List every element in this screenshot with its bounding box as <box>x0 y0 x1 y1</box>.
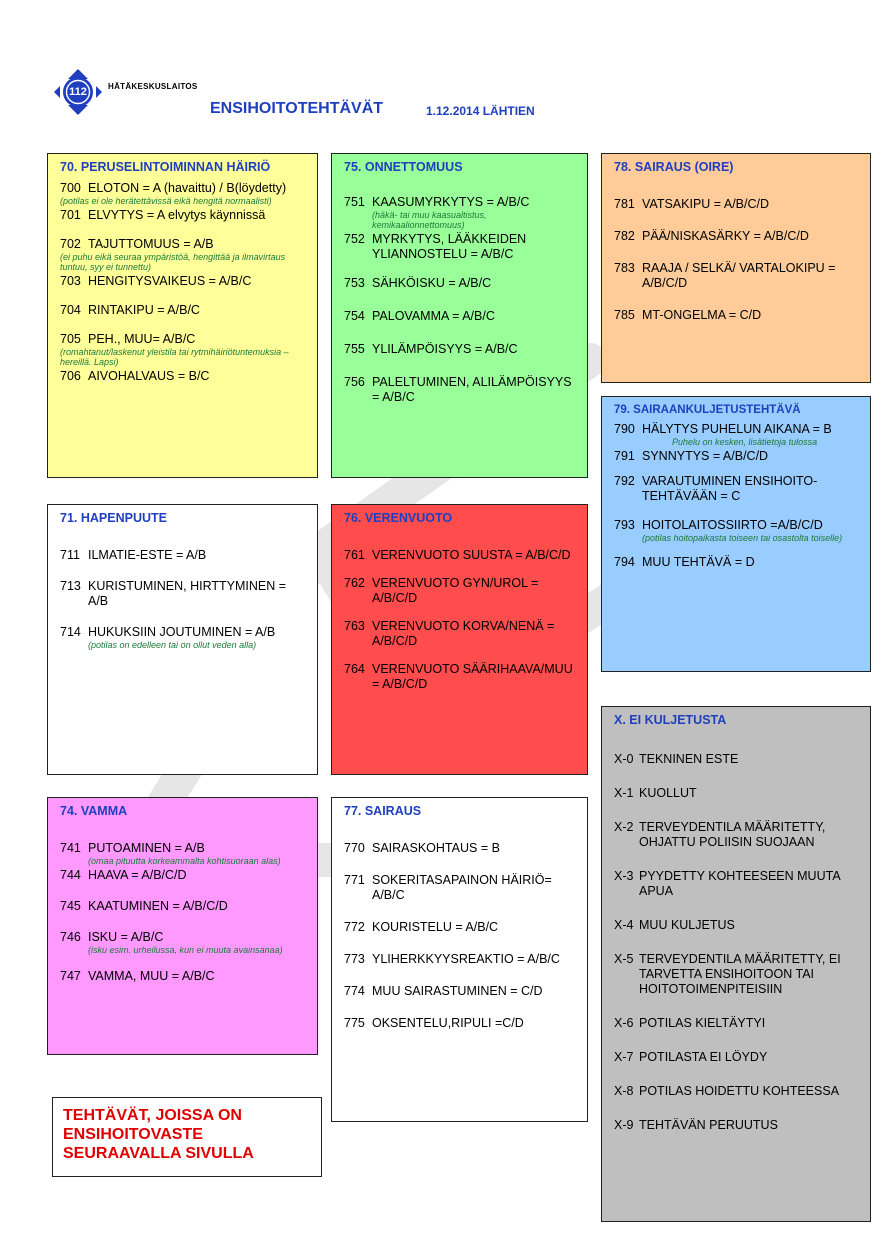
list-item <box>614 474 860 504</box>
task-label: VERENVUOTO GYN/UROL = A/B/C/D <box>372 576 539 605</box>
list-item <box>614 449 860 464</box>
task-label: PUTOAMINEN = A/B <box>88 841 205 855</box>
task-label: SYNNYTYS = A/B/C/D <box>642 449 769 463</box>
task-label: VERENVUOTO KORVA/NENÄ = A/B/C/D <box>372 619 555 648</box>
task-label: HOITOLAITOSSIIRTO =A/B/C/D <box>642 518 823 532</box>
task-note: (omaa pituutta korkeammalta kohtisuoraan alas) <box>88 856 281 866</box>
task-label: PALOVAMMA = A/B/C <box>372 309 495 323</box>
task-label: RAAJA / SELKÄ/ VARTALOKIPU = A/B/C/D <box>642 261 836 290</box>
task-label: HENGITYSVAIKEUS = A/B/C <box>88 274 252 288</box>
list-item <box>60 181 307 206</box>
category-box-75 <box>331 153 588 478</box>
list-item <box>60 899 307 914</box>
list-item <box>614 918 860 933</box>
list-item <box>344 873 577 903</box>
task-code: 752 <box>344 232 365 246</box>
effective-date: 1.12.2014 LÄHTIEN <box>426 104 535 118</box>
task-code: 773 <box>344 952 365 966</box>
category-box-78 <box>601 153 871 383</box>
category-title: 71. HAPENPUUTE <box>60 511 167 525</box>
task-label: ILMATIE-ESTE = A/B <box>88 548 207 562</box>
list-item <box>344 375 577 405</box>
task-code: 794 <box>614 555 635 569</box>
task-code: 754 <box>344 309 365 323</box>
task-label: POTILASTA EI LÖYDY <box>639 1050 768 1064</box>
list-item <box>614 1118 860 1133</box>
list-item <box>60 208 307 223</box>
list-item <box>344 619 577 649</box>
task-code: 792 <box>614 474 635 488</box>
list-item <box>60 303 307 318</box>
list-item <box>614 1016 860 1031</box>
task-note: (potilas on edelleen tai on ollut veden alla) <box>88 640 257 650</box>
task-code: 762 <box>344 576 365 590</box>
task-note: Puhelu on kesken, lisätietoja tulossa <box>672 437 818 447</box>
task-code: 745 <box>60 899 81 913</box>
task-label: MUU TEHTÄVÄ = D <box>642 555 755 569</box>
category-box-79 <box>601 396 871 672</box>
list-item <box>60 548 307 563</box>
task-code: 711 <box>60 548 80 562</box>
task-label: ELOTON = A (havaittu) / B(löydetty) <box>88 181 287 195</box>
task-label: PÄÄ/NISKASÄRKY = A/B/C/D <box>642 229 809 243</box>
organization-name: HÄTÄKESKUSLAITOS <box>108 82 198 91</box>
list-item <box>614 555 860 570</box>
list-item <box>60 237 307 272</box>
task-code: 747 <box>60 969 81 983</box>
task-label: VAMMA, MUU = A/B/C <box>88 969 215 983</box>
task-label: VARAUTUMINEN ENSIHOITO-TEHTÄVÄÄN = C <box>642 474 818 503</box>
list-item <box>614 229 860 244</box>
task-code: 700 <box>60 181 81 195</box>
task-code: 785 <box>614 308 635 322</box>
task-code: 756 <box>344 375 365 389</box>
task-code: 775 <box>344 1016 365 1030</box>
list-item <box>344 276 577 291</box>
category-title: 75. ONNETTOMUUS <box>344 160 463 174</box>
task-label: MUU KULJETUS <box>639 918 735 932</box>
list-item <box>614 820 860 850</box>
category-box-74 <box>47 797 318 1055</box>
list-item <box>344 920 577 935</box>
task-label: ELVYTYS = A elvytys käynnissä <box>88 208 266 222</box>
task-label: PYYDETTY KOHTEESEEN MUUTA APUA <box>639 869 840 898</box>
list-item <box>60 579 307 609</box>
list-item <box>614 197 860 212</box>
task-label: POTILAS KIELTÄYTYI <box>639 1016 766 1030</box>
task-code: 793 <box>614 518 635 532</box>
task-label: TERVEYDENTILA MÄÄRITETTY, EI TARVETTA ENSIHOITOON TAI HOITOTOIMENPITEISIIN <box>639 952 841 996</box>
category-box-77 <box>331 797 588 1122</box>
list-item <box>60 274 307 289</box>
task-label: VATSAKIPU = A/B/C/D <box>642 197 770 211</box>
task-label: VERENVUOTO SÄÄRIHAAVA/MUU = A/B/C/D <box>372 662 573 691</box>
task-label: SOKERITASAPAINON HÄIRIÖ= A/B/C <box>372 873 552 902</box>
task-label: SAIRASKOHTAUS = B <box>372 841 500 855</box>
list-item <box>614 952 860 997</box>
category-title: 70. PERUSELINTOIMINNAN HÄIRIÖ <box>60 160 271 174</box>
task-code: X-4 <box>614 918 634 932</box>
task-code: 774 <box>344 984 365 998</box>
category-box-70 <box>47 153 318 478</box>
category-box-76 <box>331 504 588 775</box>
task-code: 771 <box>344 873 365 887</box>
list-item <box>344 342 577 357</box>
list-item <box>614 422 860 447</box>
list-item <box>60 625 307 650</box>
task-label: OKSENTELU,RIPULI =C/D <box>372 1016 524 1030</box>
task-code: 753 <box>344 276 365 290</box>
task-note: (häkä- tai muu kaasualtistus, kemikaalionnettomuus) <box>372 210 487 230</box>
list-item <box>344 195 577 230</box>
task-note: (potilas ei ole herätettävissä eikä hengitä normaalisti) <box>60 196 272 206</box>
task-code: 703 <box>60 274 81 288</box>
task-code: X-7 <box>614 1050 634 1064</box>
task-label: KAASUMYRKYTYS = A/B/C <box>372 195 530 209</box>
task-code: 741 <box>60 841 81 855</box>
task-code: 702 <box>60 237 81 251</box>
list-item <box>614 261 860 291</box>
task-label: KURISTUMINEN, HIRTTYMINEN = A/B <box>88 579 287 608</box>
task-code: X-6 <box>614 1016 634 1030</box>
list-item <box>60 930 307 955</box>
task-code: 713 <box>60 579 81 593</box>
task-code: 782 <box>614 229 635 243</box>
task-label: HÄLYTYS PUHELUN AIKANA = B <box>642 422 832 436</box>
task-code: 783 <box>614 261 635 275</box>
task-code: 761 <box>344 548 365 562</box>
task-code: X-9 <box>614 1118 634 1132</box>
task-label: KOURISTELU = A/B/C <box>372 920 499 934</box>
task-label: RINTAKIPU = A/B/C <box>88 303 200 317</box>
category-title: 79. SAIRAANKULJETUSTEHTÄVÄ <box>614 404 801 416</box>
task-label: MYRKYTYS, LÄÄKKEIDEN YLIANNOSTELU = A/B/C <box>372 232 527 261</box>
category-title: 78. SAIRAUS (OIRE) <box>614 160 734 174</box>
category-title: 77. SAIRAUS <box>344 804 422 818</box>
category-title: X. EI KULJETUSTA <box>614 713 727 727</box>
task-label: SÄHKÖISKU = A/B/C <box>372 276 492 290</box>
task-code: 714 <box>60 625 81 639</box>
list-item <box>60 332 307 367</box>
task-label: VERENVUOTO SUUSTA = A/B/C/D <box>372 548 571 562</box>
task-code: 746 <box>60 930 81 944</box>
task-code: 704 <box>60 303 81 317</box>
task-code: 755 <box>344 342 365 356</box>
task-label: AIVOHALVAUS = B/C <box>88 369 210 383</box>
task-note: (isku esim. urheilussa, kun ei muuta avainsanaa) <box>88 945 283 955</box>
task-code: 744 <box>60 868 81 882</box>
list-item <box>344 984 577 999</box>
task-code: 772 <box>344 920 365 934</box>
task-label: TERVEYDENTILA MÄÄRITETTY, OHJATTU POLIISIN SUOJAAN <box>639 820 826 849</box>
task-code: 781 <box>614 197 635 211</box>
list-item <box>614 786 860 801</box>
list-item <box>344 548 577 563</box>
task-label: ISKU = A/B/C <box>88 930 164 944</box>
task-code: 701 <box>60 208 81 222</box>
list-item <box>614 1084 860 1099</box>
category-title: 76. VERENVUOTO <box>344 511 453 525</box>
task-code: 705 <box>60 332 81 346</box>
list-item <box>614 1050 860 1065</box>
list-item <box>344 576 577 606</box>
task-label: POTILAS HOIDETTU KOHTEESSA <box>639 1084 840 1098</box>
category-box-x <box>601 706 871 1222</box>
list-item <box>60 868 307 883</box>
task-label: YLILÄMPÖISYYS = A/B/C <box>372 342 518 356</box>
task-label: MT-ONGELMA = C/D <box>642 308 762 322</box>
list-item <box>344 309 577 324</box>
task-code: X-5 <box>614 952 634 966</box>
task-note: (ei puhu eikä seuraa ympäristöä, hengittää ja ilmavirtaus tuntuu, syy ei tunnettu) <box>60 252 286 272</box>
next-page-note: TEHTÄVÄT, JOISSA ON ENSIHOITOVASTE SEURAAVALLA SIVULLA <box>52 1097 322 1177</box>
task-label: KAATUMINEN = A/B/C/D <box>88 899 228 913</box>
task-code: 764 <box>344 662 365 676</box>
page-title: ENSIHOITOTEHTÄVÄT <box>210 100 384 117</box>
task-note: (potilas hoitopaikasta toiseen tai osastolta toiselle) <box>642 533 843 543</box>
logo-number: 112 <box>69 86 87 98</box>
list-item <box>614 752 860 767</box>
list-item <box>614 869 860 899</box>
task-code: 763 <box>344 619 365 633</box>
task-label: TEKNINEN ESTE <box>639 752 739 766</box>
task-label: KUOLLUT <box>639 786 697 800</box>
task-label: MUU SAIRASTUMINEN = C/D <box>372 984 543 998</box>
task-code: X-8 <box>614 1084 634 1098</box>
task-label: PALELTUMINEN, ALILÄMPÖISYYS = A/B/C <box>372 375 572 404</box>
list-item <box>344 662 577 692</box>
list-item <box>344 952 577 967</box>
list-item <box>614 518 860 543</box>
task-note: (romahtanut/laskenut yleistila tai rytmihäiriötuntemuksia – hereillä. Lapsi) <box>60 347 289 367</box>
list-item <box>344 1016 577 1031</box>
list-item <box>60 841 307 866</box>
task-code: 791 <box>614 449 635 463</box>
task-label: HUKUKSIIN JOUTUMINEN = A/B <box>88 625 276 639</box>
task-code: 790 <box>614 422 635 436</box>
task-code: 706 <box>60 369 81 383</box>
task-code: X-1 <box>614 786 634 800</box>
list-item <box>60 369 307 384</box>
list-item <box>344 841 577 856</box>
task-label: TAJUTTOMUUS = A/B <box>88 237 214 251</box>
task-label: HAAVA = A/B/C/D <box>88 868 187 882</box>
list-item <box>614 308 860 323</box>
task-label: PEH., MUU= A/B/C <box>88 332 196 346</box>
category-title: 74. VAMMA <box>60 804 128 818</box>
task-label: TEHTÄVÄN PERUUTUS <box>639 1118 778 1132</box>
task-code: X-2 <box>614 820 634 834</box>
list-item <box>344 232 577 262</box>
task-code: 770 <box>344 841 365 855</box>
task-code: 751 <box>344 195 365 209</box>
list-item <box>60 969 307 984</box>
task-label: YLIHERKKYYSREAKTIO = A/B/C <box>372 952 560 966</box>
category-box-71 <box>47 504 318 775</box>
task-code: X-0 <box>614 752 634 766</box>
task-code: X-3 <box>614 869 634 883</box>
